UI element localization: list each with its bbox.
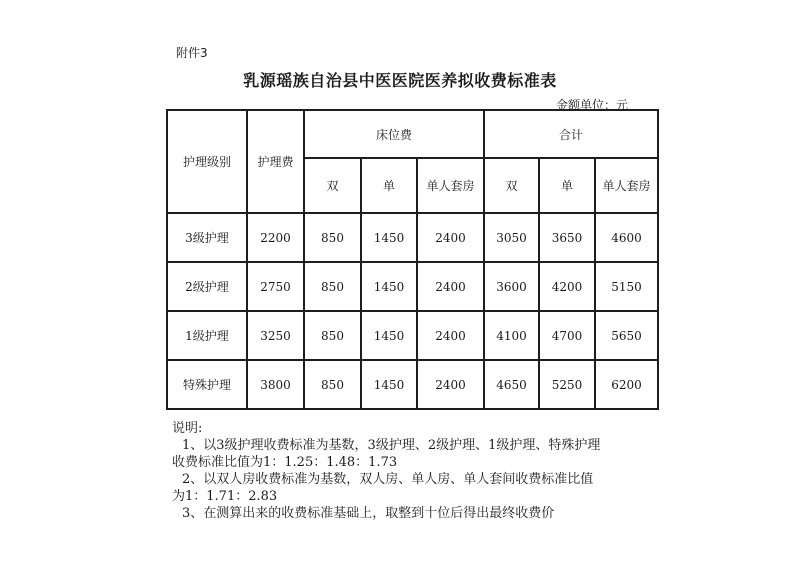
header-bed-fee: 床位费 [304, 110, 484, 158]
cell-bed-single: 1450 [361, 213, 417, 262]
cell-total-suite: 6200 [595, 360, 658, 409]
cell-total-double: 4650 [484, 360, 539, 409]
cell-bed-suite: 2400 [417, 213, 484, 262]
cell-total-single: 5250 [539, 360, 595, 409]
cell-nursing: 3250 [247, 311, 304, 360]
header-bed-single: 单 [361, 158, 417, 213]
attachment-label: 附件3 [176, 46, 208, 60]
table-row [167, 213, 658, 262]
header-total-double: 双 [484, 158, 539, 213]
table-row [167, 262, 658, 311]
cell-level: 2级护理 [167, 262, 247, 311]
header-bed-double: 双 [304, 158, 361, 213]
cell-total-suite: 4600 [595, 213, 658, 262]
table-row [167, 360, 658, 409]
cell-total-single: 4200 [539, 262, 595, 311]
cell-bed-suite: 2400 [417, 311, 484, 360]
cell-level: 特殊护理 [167, 360, 247, 409]
cell-total-single: 3650 [539, 213, 595, 262]
cell-total-double: 4100 [484, 311, 539, 360]
header-nursing-fee: 护理费 [247, 110, 304, 213]
cell-bed-single: 1450 [361, 360, 417, 409]
note-line: 3、在测算出来的收费标准基础上，取整到十位后得出最终收费价 [182, 506, 555, 521]
fee-standard-table [166, 109, 659, 410]
header-total-single: 单 [539, 158, 595, 213]
notes-heading: 说明: [172, 421, 203, 436]
cell-total-double: 3600 [484, 262, 539, 311]
cell-bed-double: 850 [304, 213, 361, 262]
header-row-1 [167, 110, 658, 158]
cell-bed-suite: 2400 [417, 262, 484, 311]
header-total-suite: 单人套房 [595, 158, 658, 213]
cell-level: 3级护理 [167, 213, 247, 262]
cell-bed-double: 850 [304, 311, 361, 360]
cell-total-double: 3050 [484, 213, 539, 262]
cell-bed-double: 850 [304, 262, 361, 311]
cell-bed-single: 1450 [361, 262, 417, 311]
header-level: 护理级别 [167, 110, 247, 213]
header-bed-suite: 单人套房 [417, 158, 484, 213]
note-line: 2、以双人房收费标准为基数，双人房、单人房、单人套间收费标准比值 [182, 472, 594, 487]
document-title: 乳源瑶族自治县中医医院医养拟收费标准表 [243, 71, 557, 90]
note-line: 收费标准比值为1：1.25：1.48：1.73 [172, 455, 398, 470]
cell-total-suite: 5150 [595, 262, 658, 311]
cell-bed-double: 850 [304, 360, 361, 409]
cell-nursing: 2750 [247, 262, 304, 311]
cell-bed-single: 1450 [361, 311, 417, 360]
cell-total-single: 4700 [539, 311, 595, 360]
header-total: 合计 [484, 110, 658, 158]
cell-level: 1级护理 [167, 311, 247, 360]
table-row [167, 311, 658, 360]
notes-section [172, 420, 662, 522]
note-line: 1、以3级护理收费标准为基数，3级护理、2级护理、1级护理、特殊护理 [182, 438, 601, 453]
currency-unit-label: 金额单位：元 [555, 98, 628, 112]
cell-nursing: 2200 [247, 213, 304, 262]
cell-total-suite: 5650 [595, 311, 658, 360]
cell-bed-suite: 2400 [417, 360, 484, 409]
note-line: 为1：1.71：2.83 [172, 489, 278, 504]
cell-nursing: 3800 [247, 360, 304, 409]
